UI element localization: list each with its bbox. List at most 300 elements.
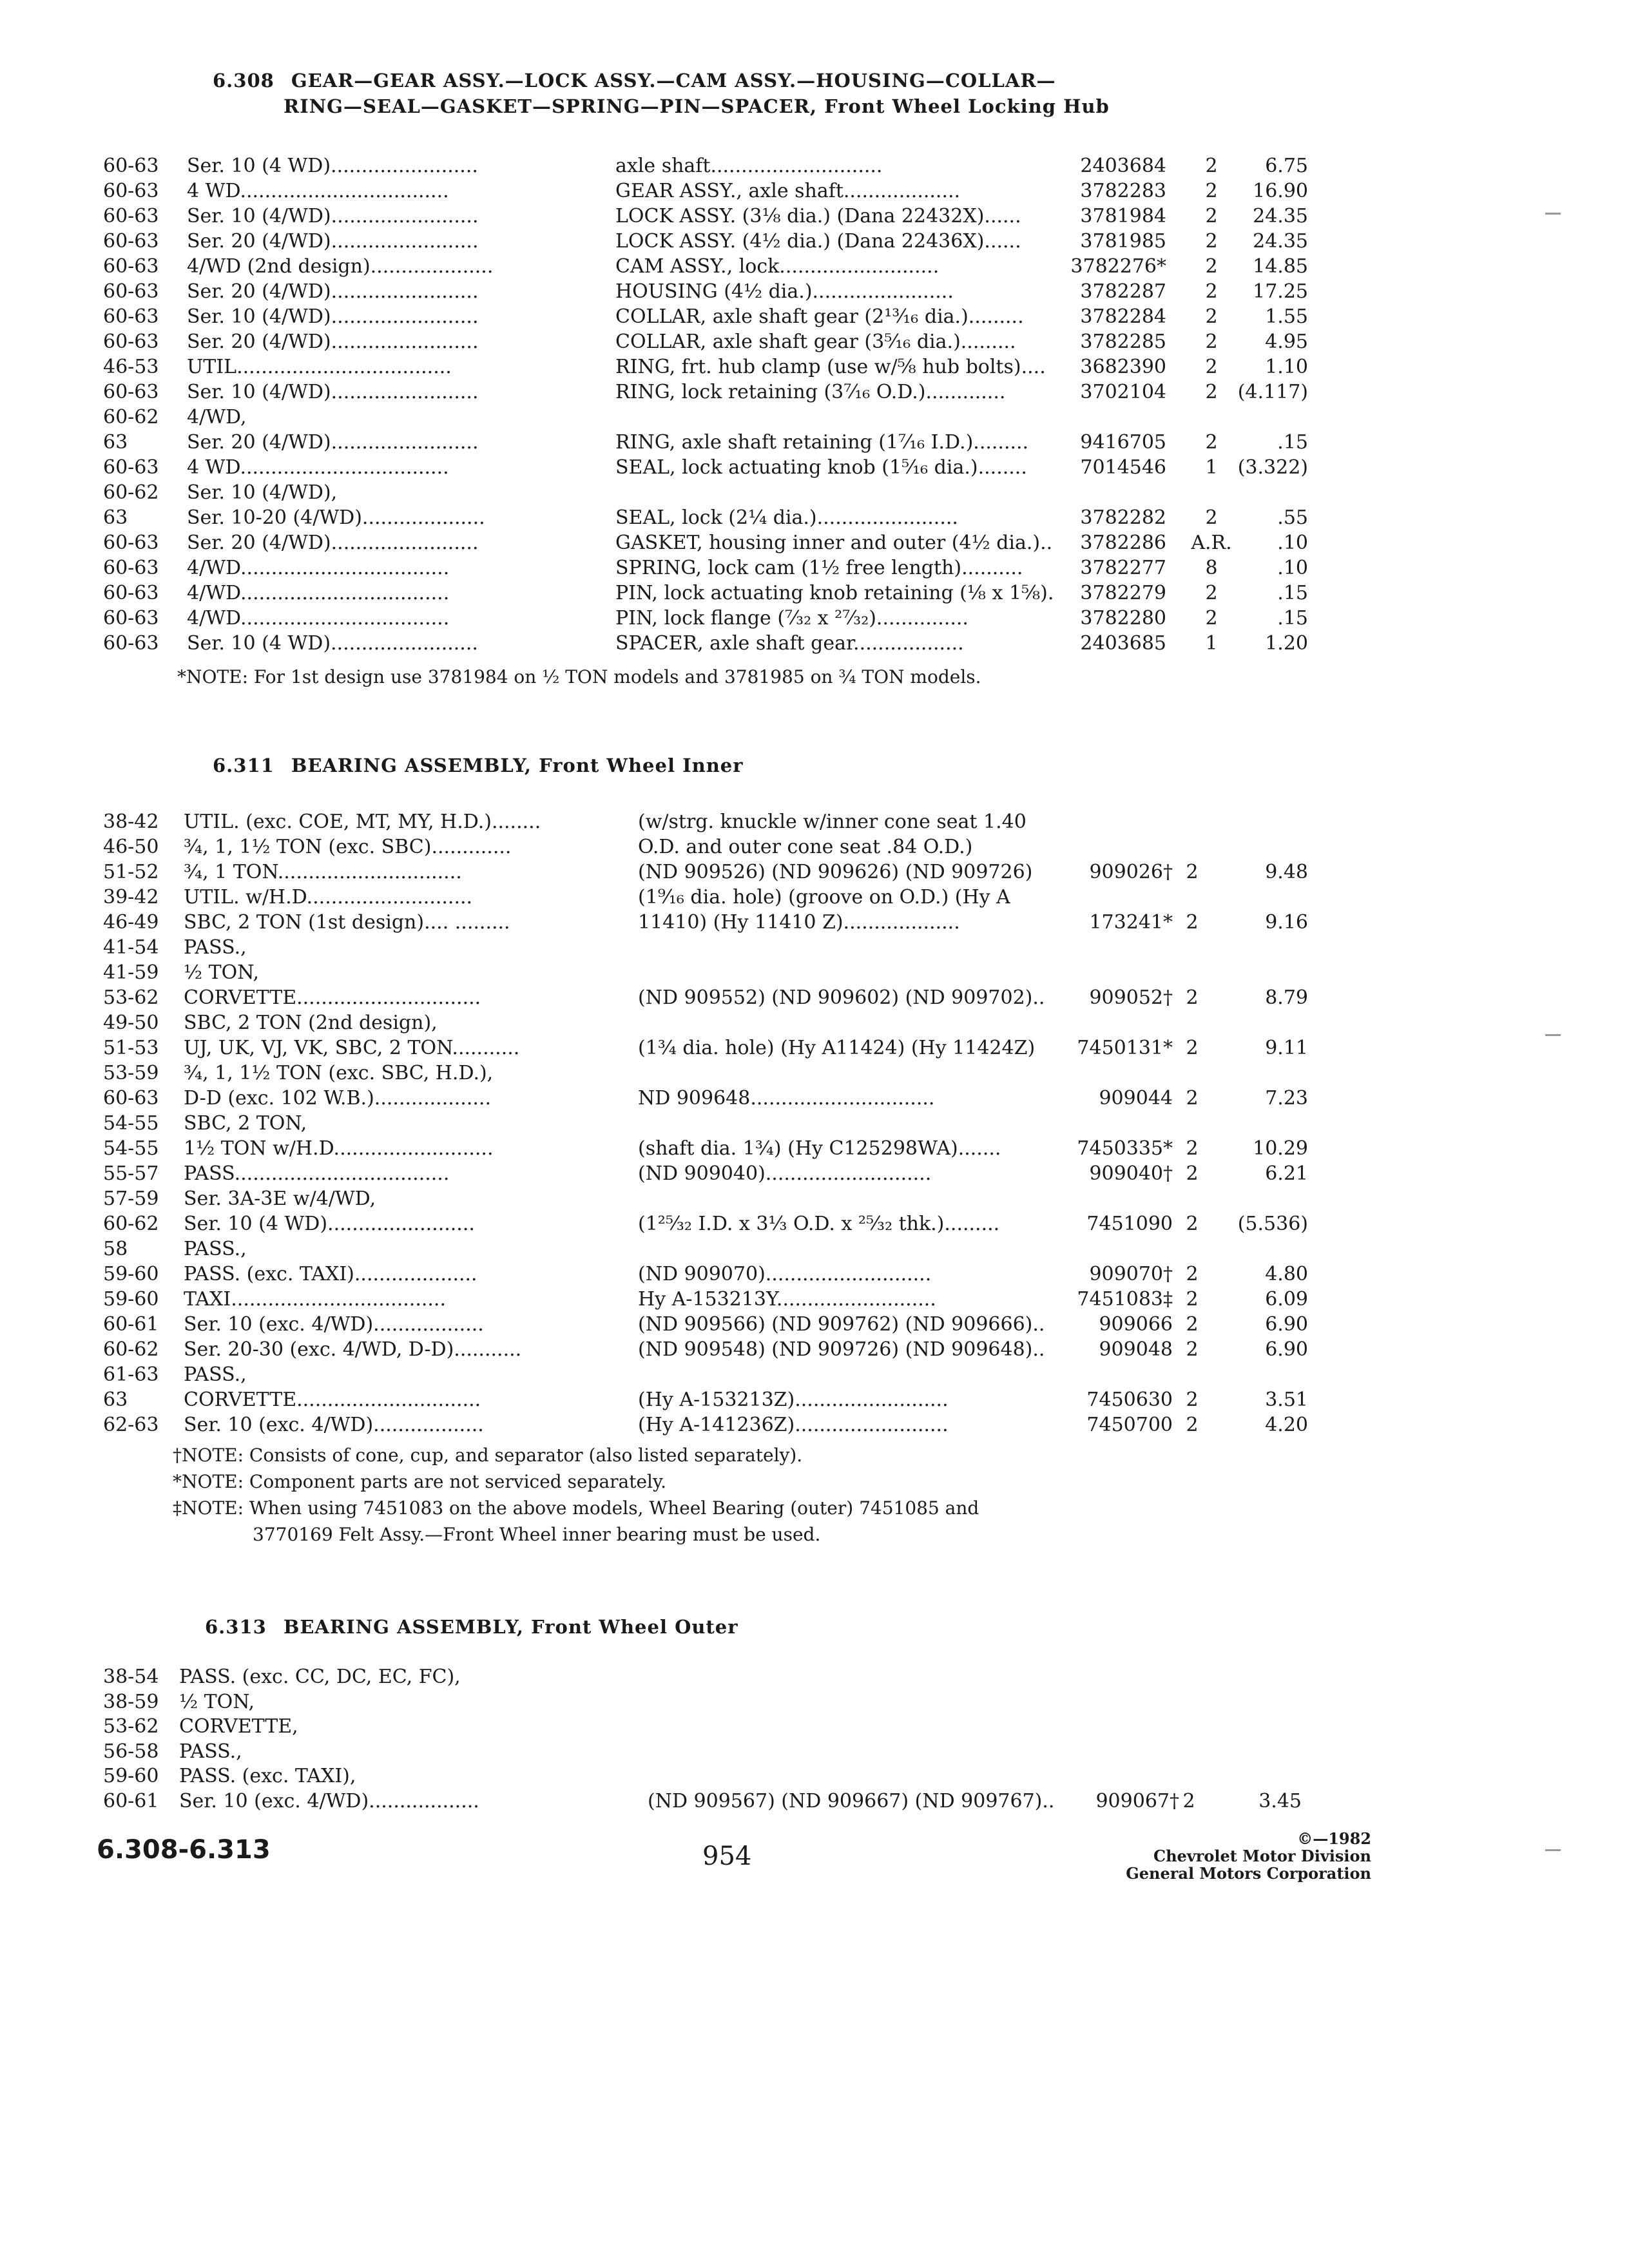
price-cell: 4.20 bbox=[1265, 1414, 1308, 1436]
model-cell: ½ TON, bbox=[179, 1691, 255, 1713]
part-number-cell: 7014546 bbox=[1080, 456, 1166, 479]
quantity-cell: 2 bbox=[1186, 1162, 1199, 1185]
quantity-cell: 2 bbox=[1205, 331, 1218, 353]
quantity-cell: 2 bbox=[1186, 1338, 1199, 1361]
year-range: 38-42 bbox=[103, 811, 159, 833]
description-cell: (ND 909548) (ND 909726) (ND 909648).. bbox=[638, 1338, 1045, 1361]
year-range: 60-63 bbox=[103, 557, 159, 579]
year-range: 63 bbox=[103, 1389, 128, 1411]
table-row bbox=[0, 961, 1629, 985]
part-number-cell: 3782282 bbox=[1080, 506, 1166, 529]
model-cell: SBC, 2 TON (2nd design), bbox=[184, 1012, 438, 1034]
year-range: 61-63 bbox=[103, 1363, 159, 1386]
model-cell: 1½ TON w/H.D.......................... bbox=[184, 1137, 494, 1160]
table-row bbox=[0, 1389, 1629, 1412]
part-number-cell: 7450630 bbox=[1086, 1389, 1173, 1411]
table-row bbox=[0, 180, 1629, 203]
part-number-cell: 3781985 bbox=[1080, 230, 1166, 253]
model-cell: Ser. 10 (4 WD)........................ bbox=[184, 1213, 475, 1235]
description-cell: (ND 909040)........................... bbox=[638, 1162, 932, 1185]
table-row bbox=[0, 1338, 1629, 1361]
table-row bbox=[0, 1414, 1629, 1437]
table-row bbox=[0, 406, 1629, 429]
model-cell: Ser. 10 (4/WD)........................ bbox=[187, 381, 479, 403]
table-row bbox=[0, 1137, 1629, 1160]
price-cell: 9.16 bbox=[1265, 911, 1308, 934]
table-row bbox=[0, 381, 1629, 404]
copyright-line: General Motors Corporation bbox=[1126, 1864, 1371, 1883]
model-cell: 4 WD.................................. bbox=[187, 456, 449, 479]
model-cell: PASS................................... bbox=[184, 1162, 450, 1185]
section-number: 6.313 bbox=[205, 1616, 267, 1638]
model-cell: PASS. (exc. TAXI).................... bbox=[184, 1263, 477, 1285]
model-cell: 4/WD.................................. bbox=[187, 607, 450, 629]
part-number-cell: 909048 bbox=[1099, 1338, 1173, 1361]
year-range: 60-63 bbox=[103, 180, 159, 202]
model-cell: UTIL. w/H.D........................... bbox=[184, 886, 473, 908]
year-range: 56-58 bbox=[103, 1740, 159, 1763]
model-cell: SBC, 2 TON (1st design).... ......... bbox=[184, 911, 510, 934]
part-number-cell: 909044 bbox=[1099, 1087, 1173, 1110]
year-range: 51-53 bbox=[103, 1037, 159, 1059]
year-range: 60-63 bbox=[103, 582, 159, 604]
scan-mark bbox=[1545, 1034, 1561, 1036]
section-title-line-2: RING—SEAL—GASKET—SPRING—PIN—SPACER, Front Wheel Locking Hub bbox=[284, 95, 1110, 117]
price-cell: 4.95 bbox=[1265, 331, 1308, 353]
model-cell: Ser. 10 (4 WD)........................ bbox=[187, 155, 478, 177]
price-cell: (3.322) bbox=[1237, 456, 1308, 479]
model-cell: Ser. 20 (4/WD)........................ bbox=[187, 331, 479, 353]
model-cell: UTIL................................... bbox=[187, 356, 452, 378]
year-range: 46-49 bbox=[103, 911, 159, 934]
description-cell: (ND 909566) (ND 909762) (ND 909666).. bbox=[638, 1313, 1045, 1336]
description-cell: HOUSING (4½ dia.)....................... bbox=[615, 280, 954, 303]
quantity-cell: 2 bbox=[1205, 305, 1218, 328]
part-number-cell: 2403685 bbox=[1080, 632, 1166, 655]
model-cell: 4/WD.................................. bbox=[187, 582, 450, 604]
table-row bbox=[0, 1288, 1629, 1311]
section-title-6-313 bbox=[205, 1614, 738, 1640]
model-cell: 4/WD.................................. bbox=[187, 557, 450, 579]
model-cell: Ser. 20-30 (exc. 4/WD, D-D)........... bbox=[184, 1338, 522, 1361]
description-cell: LOCK ASSY. (3⅛ dia.) (Dana 22432X)...... bbox=[615, 205, 1021, 227]
price-cell: 6.21 bbox=[1265, 1162, 1308, 1185]
description-cell: COLLAR, axle shaft gear (2¹³⁄₁₆ dia.)......... bbox=[615, 305, 1024, 328]
year-range: 60-63 bbox=[103, 305, 159, 328]
table-row bbox=[0, 1162, 1629, 1186]
quantity-cell: 2 bbox=[1186, 1263, 1199, 1285]
scan-mark bbox=[1545, 213, 1561, 215]
year-range: 38-54 bbox=[103, 1666, 159, 1688]
table-row bbox=[0, 331, 1629, 354]
model-cell: UTIL. (exc. COE, MT, MY, H.D.)........ bbox=[184, 811, 541, 833]
year-range: 53-62 bbox=[103, 1715, 159, 1738]
part-number-cell: 3682390 bbox=[1080, 356, 1166, 378]
price-cell: .15 bbox=[1277, 582, 1308, 604]
year-range: 63 bbox=[103, 506, 128, 529]
year-range: 60-63 bbox=[103, 280, 159, 303]
quantity-cell: 2 bbox=[1205, 255, 1218, 278]
part-number-cell: 3782277 bbox=[1080, 557, 1166, 579]
part-number-cell: 7450700 bbox=[1086, 1414, 1173, 1436]
description-cell: PIN, lock actuating knob retaining (⅛ x 1⅝). bbox=[615, 582, 1054, 604]
year-range: 59-60 bbox=[103, 1288, 159, 1311]
price-cell: 17.25 bbox=[1253, 280, 1308, 303]
scan-mark bbox=[1545, 1849, 1561, 1851]
year-range: 46-50 bbox=[103, 836, 159, 858]
table-row bbox=[0, 356, 1629, 379]
price-cell: .15 bbox=[1277, 607, 1308, 629]
model-cell: TAXI................................... bbox=[184, 1288, 447, 1311]
year-range: 60-63 bbox=[103, 632, 159, 655]
price-cell: 6.90 bbox=[1265, 1313, 1308, 1336]
model-cell: CORVETTE.............................. bbox=[184, 986, 481, 1009]
model-cell: Ser. 10 (4/WD)........................ bbox=[187, 305, 479, 328]
table-row bbox=[0, 836, 1629, 859]
price-cell: (5.536) bbox=[1237, 1213, 1308, 1235]
description-cell: CAM ASSY., lock.......................... bbox=[615, 255, 940, 278]
model-cell: ¾, 1, 1½ TON (exc. SBC)............. bbox=[184, 836, 512, 858]
table-row bbox=[0, 255, 1629, 278]
part-number-cell: 2403684 bbox=[1080, 155, 1166, 177]
year-range: 60-63 bbox=[103, 607, 159, 629]
table-row bbox=[0, 305, 1629, 329]
table-row bbox=[0, 986, 1629, 1010]
description-cell: SEAL, lock actuating knob (1⁵⁄₁₆ dia.)........ bbox=[615, 456, 1027, 479]
description-cell: SPACER, axle shaft gear.................. bbox=[615, 632, 964, 655]
year-range: 59-60 bbox=[103, 1765, 159, 1787]
table-row bbox=[0, 1263, 1629, 1286]
description-cell: GEAR ASSY., axle shaft................... bbox=[615, 180, 961, 202]
quantity-cell: 2 bbox=[1205, 155, 1218, 177]
table-row bbox=[0, 1691, 1629, 1714]
quantity-cell: 2 bbox=[1186, 1213, 1199, 1235]
quantity-cell: 2 bbox=[1182, 1790, 1195, 1812]
model-cell: PASS. (exc. CC, DC, EC, FC), bbox=[179, 1666, 461, 1688]
price-cell: 24.35 bbox=[1253, 205, 1308, 227]
table-row bbox=[0, 1087, 1629, 1110]
model-cell: ½ TON, bbox=[184, 961, 260, 984]
price-cell: (4.117) bbox=[1237, 381, 1308, 403]
part-number-cell: 7450335* bbox=[1077, 1137, 1173, 1160]
price-cell: 10.29 bbox=[1253, 1137, 1308, 1160]
price-cell: .10 bbox=[1277, 557, 1308, 579]
year-range: 46-53 bbox=[103, 356, 159, 378]
year-range: 60-62 bbox=[103, 481, 159, 504]
year-range: 63 bbox=[103, 431, 128, 454]
year-range: 60-63 bbox=[103, 255, 159, 278]
copyright-block bbox=[1126, 1830, 1371, 1882]
year-range: 41-59 bbox=[103, 961, 159, 984]
table-row bbox=[0, 431, 1629, 454]
part-number-cell: 3782287 bbox=[1080, 280, 1166, 303]
section-range: 6.308-6.313 bbox=[97, 1835, 271, 1865]
description-cell: SPRING, lock cam (1½ free length).......... bbox=[615, 557, 1023, 579]
part-number-cell: 3782276* bbox=[1070, 255, 1166, 278]
model-cell: Ser. 20 (4/WD)........................ bbox=[187, 532, 479, 554]
quantity-cell: 2 bbox=[1186, 1389, 1199, 1411]
year-range: 53-59 bbox=[103, 1062, 159, 1084]
table-row bbox=[0, 911, 1629, 934]
price-cell: .55 bbox=[1277, 506, 1308, 529]
model-cell: 4/WD (2nd design).................... bbox=[187, 255, 494, 278]
quantity-cell: 2 bbox=[1186, 1288, 1199, 1311]
table-row bbox=[0, 1765, 1629, 1788]
section-title-line-1: GEAR—GEAR ASSY.—LOCK ASSY.—CAM ASSY.—HOUSING—COLLAR— bbox=[291, 70, 1056, 91]
price-cell: 1.55 bbox=[1265, 305, 1308, 328]
table-row bbox=[0, 1363, 1629, 1387]
description-cell: 11410) (Hy 11410 Z)................... bbox=[638, 911, 960, 934]
year-range: 60-61 bbox=[103, 1313, 159, 1336]
price-cell: 3.51 bbox=[1265, 1389, 1308, 1411]
description-cell: axle shaft............................ bbox=[615, 155, 883, 177]
table-row bbox=[0, 532, 1629, 555]
table-row bbox=[0, 456, 1629, 479]
footnote: ‡NOTE: When using 7451083 on the above models, Wheel Bearing (outer) 7451085 and bbox=[173, 1497, 979, 1519]
part-number-cell: 909070† bbox=[1089, 1263, 1173, 1285]
year-range: 51-52 bbox=[103, 861, 159, 883]
table-row bbox=[0, 230, 1629, 253]
part-number-cell: 909066 bbox=[1099, 1313, 1173, 1336]
price-cell: .10 bbox=[1277, 532, 1308, 554]
year-range: 60-62 bbox=[103, 1338, 159, 1361]
table-row bbox=[0, 607, 1629, 630]
quantity-cell: 2 bbox=[1186, 911, 1199, 934]
price-cell: 1.10 bbox=[1265, 356, 1308, 378]
description-cell: SEAL, lock (2¼ dia.)....................... bbox=[615, 506, 958, 529]
year-range: 60-63 bbox=[103, 381, 159, 403]
quantity-cell: 1 bbox=[1205, 632, 1218, 655]
part-number-cell: 3782279 bbox=[1080, 582, 1166, 604]
description-cell: O.D. and outer cone seat .84 O.D.) bbox=[638, 836, 973, 858]
model-cell: Ser. 10 (4 WD)........................ bbox=[187, 632, 478, 655]
price-cell: 16.90 bbox=[1253, 180, 1308, 202]
page-number: 954 bbox=[702, 1841, 752, 1871]
part-number-cell: 3782283 bbox=[1080, 180, 1166, 202]
year-range: 60-63 bbox=[103, 532, 159, 554]
quantity-cell: 2 bbox=[1205, 431, 1218, 454]
model-cell: PASS., bbox=[179, 1740, 242, 1763]
model-cell: Ser. 20 (4/WD)........................ bbox=[187, 431, 479, 454]
price-cell: 24.35 bbox=[1253, 230, 1308, 253]
year-range: 60-62 bbox=[103, 406, 159, 428]
table-row bbox=[0, 1740, 1629, 1763]
part-number-cell: 3782286 bbox=[1080, 532, 1166, 554]
copyright-line: ©—1982 bbox=[1297, 1829, 1371, 1848]
footnote: *NOTE: For 1st design use 3781984 on ½ TON models and 3781985 on ¾ TON models. bbox=[177, 666, 981, 687]
description-cell: ND 909648.............................. bbox=[638, 1087, 935, 1110]
model-cell: Ser. 10 (exc. 4/WD).................. bbox=[184, 1313, 484, 1336]
quantity-cell: 2 bbox=[1205, 582, 1218, 604]
table-row bbox=[0, 1790, 1629, 1813]
quantity-cell: 2 bbox=[1205, 230, 1218, 253]
section-title-6-311 bbox=[213, 753, 744, 778]
year-range: 60-63 bbox=[103, 230, 159, 253]
part-number-cell: 173241* bbox=[1089, 911, 1173, 934]
model-cell: Ser. 3A-3E w/4/WD, bbox=[184, 1187, 376, 1210]
table-row bbox=[0, 1037, 1629, 1060]
year-range: 62-63 bbox=[103, 1414, 159, 1436]
year-range: 54-55 bbox=[103, 1137, 159, 1160]
model-cell: Ser. 10 (exc. 4/WD).................. bbox=[179, 1790, 479, 1812]
part-number-cell: 7450131* bbox=[1077, 1037, 1173, 1059]
table-row bbox=[0, 861, 1629, 884]
quantity-cell: 2 bbox=[1205, 607, 1218, 629]
table-row bbox=[0, 582, 1629, 605]
model-cell: CORVETTE.............................. bbox=[184, 1389, 481, 1411]
price-cell: 6.90 bbox=[1265, 1338, 1308, 1361]
price-cell: 9.11 bbox=[1265, 1037, 1308, 1059]
year-range: 38-59 bbox=[103, 1691, 159, 1713]
table-row bbox=[0, 1715, 1629, 1738]
quantity-cell: 8 bbox=[1205, 557, 1218, 579]
model-cell: ¾, 1 TON.............................. bbox=[184, 861, 462, 883]
price-cell: 3.45 bbox=[1258, 1790, 1302, 1812]
part-number-cell: 3781984 bbox=[1080, 205, 1166, 227]
price-cell: 6.75 bbox=[1265, 155, 1308, 177]
description-cell: LOCK ASSY. (4½ dia.) (Dana 22436X)...... bbox=[615, 230, 1021, 253]
description-cell: RING, lock retaining (3⁷⁄₁₆ O.D.)............. bbox=[615, 381, 1006, 403]
table-row bbox=[0, 205, 1629, 228]
model-cell: SBC, 2 TON, bbox=[184, 1112, 307, 1135]
model-cell: Ser. 20 (4/WD)........................ bbox=[187, 280, 479, 303]
model-cell: D-D (exc. 102 W.B.)................... bbox=[184, 1087, 491, 1110]
year-range: 55-57 bbox=[103, 1162, 159, 1185]
table-row bbox=[0, 1213, 1629, 1236]
description-cell: (Hy A-141236Z)......................... bbox=[638, 1414, 949, 1436]
model-cell: Ser. 10 (4/WD)........................ bbox=[187, 205, 479, 227]
table-row bbox=[0, 1313, 1629, 1336]
part-number-cell: 909052† bbox=[1089, 986, 1173, 1009]
year-range: 49-50 bbox=[103, 1012, 159, 1034]
section-title-line-1: BEARING ASSEMBLY, Front Wheel Inner bbox=[291, 754, 744, 776]
description-cell: (ND 909070)........................... bbox=[638, 1263, 932, 1285]
section-title-line-1: BEARING ASSEMBLY, Front Wheel Outer bbox=[283, 1616, 738, 1638]
part-number-cell: 909067† bbox=[1095, 1790, 1179, 1812]
quantity-cell: 2 bbox=[1186, 1414, 1199, 1436]
year-range: 60-63 bbox=[103, 456, 159, 479]
description-cell: COLLAR, axle shaft gear (3⁵⁄₁₆ dia.)......... bbox=[615, 331, 1016, 353]
part-number-cell: 909040† bbox=[1089, 1162, 1173, 1185]
model-cell: Ser. 20 (4/WD)........................ bbox=[187, 230, 479, 253]
model-cell: UJ, UK, VJ, VK, SBC, 2 TON........... bbox=[184, 1037, 520, 1059]
part-number-cell: 909026† bbox=[1089, 861, 1173, 883]
description-cell: RING, frt. hub clamp (use w/⅝ hub bolts).... bbox=[615, 356, 1046, 378]
year-range: 60-63 bbox=[103, 1087, 159, 1110]
description-cell: (Hy A-153213Z)......................... bbox=[638, 1389, 949, 1411]
quantity-cell: 2 bbox=[1205, 280, 1218, 303]
quantity-cell: 2 bbox=[1205, 506, 1218, 529]
table-row bbox=[0, 886, 1629, 909]
description-cell: (w/strg. knuckle w/inner cone seat 1.40 bbox=[638, 811, 1027, 833]
quantity-cell: A.R. bbox=[1191, 532, 1232, 554]
section-number: 6.308 bbox=[213, 70, 275, 91]
quantity-cell: 2 bbox=[1205, 180, 1218, 202]
description-cell: Hy A-153213Y.......................... bbox=[638, 1288, 936, 1311]
part-number-cell: 9416705 bbox=[1080, 431, 1166, 454]
model-cell: PASS., bbox=[184, 1363, 247, 1386]
part-number-cell: 7451090 bbox=[1086, 1213, 1173, 1235]
price-cell: .15 bbox=[1277, 431, 1308, 454]
year-range: 53-62 bbox=[103, 986, 159, 1009]
year-range: 58 bbox=[103, 1238, 128, 1260]
price-cell: 6.09 bbox=[1265, 1288, 1308, 1311]
table-row bbox=[0, 632, 1629, 655]
quantity-cell: 2 bbox=[1205, 205, 1218, 227]
part-number-cell: 3782284 bbox=[1080, 305, 1166, 328]
table-row bbox=[0, 811, 1629, 834]
model-cell: Ser. 10 (exc. 4/WD).................. bbox=[184, 1414, 484, 1436]
section-title-6-308 bbox=[213, 68, 1110, 119]
year-range: 57-59 bbox=[103, 1187, 159, 1210]
model-cell: Ser. 10-20 (4/WD).................... bbox=[187, 506, 485, 529]
description-cell: (ND 909552) (ND 909602) (ND 909702).. bbox=[638, 986, 1045, 1009]
table-row bbox=[0, 936, 1629, 959]
model-cell: PASS. (exc. TAXI), bbox=[179, 1765, 356, 1787]
model-cell: ¾, 1, 1½ TON (exc. SBC, H.D.), bbox=[184, 1062, 494, 1084]
table-row bbox=[0, 1238, 1629, 1261]
section-number: 6.311 bbox=[213, 754, 275, 776]
description-cell: RING, axle shaft retaining (1⁷⁄₁₆ I.D.)......... bbox=[615, 431, 1029, 454]
table-row bbox=[0, 1112, 1629, 1135]
model-cell: PASS., bbox=[184, 936, 247, 959]
description-cell: (1¾ dia. hole) (Hy A11424) (Hy 11424Z) bbox=[638, 1037, 1036, 1059]
model-cell: PASS., bbox=[184, 1238, 247, 1260]
quantity-cell: 2 bbox=[1186, 1037, 1199, 1059]
quantity-cell: 2 bbox=[1186, 986, 1199, 1009]
part-number-cell: 3782285 bbox=[1080, 331, 1166, 353]
description-cell: (shaft dia. 1¾) (Hy C125298WA)....... bbox=[638, 1137, 1001, 1160]
model-cell: Ser. 10 (4/WD), bbox=[187, 481, 338, 504]
year-range: 60-63 bbox=[103, 205, 159, 227]
part-number-cell: 7451083‡ bbox=[1077, 1288, 1173, 1311]
description-cell: PIN, lock flange (⁷⁄₃₂ x ²⁷⁄₃₂)............... bbox=[615, 607, 969, 629]
table-row bbox=[0, 280, 1629, 303]
quantity-cell: 1 bbox=[1205, 456, 1218, 479]
year-range: 39-42 bbox=[103, 886, 159, 908]
part-number-cell: 3782280 bbox=[1080, 607, 1166, 629]
copyright-line: Chevrolet Motor Division bbox=[1153, 1847, 1371, 1865]
table-row bbox=[0, 1666, 1629, 1689]
table-row bbox=[0, 1012, 1629, 1035]
quantity-cell: 2 bbox=[1186, 1313, 1199, 1336]
price-cell: 1.20 bbox=[1265, 632, 1308, 655]
quantity-cell: 2 bbox=[1186, 1137, 1199, 1160]
model-cell: CORVETTE, bbox=[179, 1715, 298, 1738]
quantity-cell: 2 bbox=[1186, 861, 1199, 883]
footnote: †NOTE: Consists of cone, cup, and separator (also listed separately). bbox=[173, 1445, 803, 1466]
price-cell: 9.48 bbox=[1265, 861, 1308, 883]
quantity-cell: 2 bbox=[1186, 1087, 1199, 1110]
year-range: 60-61 bbox=[103, 1790, 159, 1812]
description-cell: (ND 909567) (ND 909667) (ND 909767).. bbox=[648, 1790, 1055, 1812]
price-cell: 4.80 bbox=[1265, 1263, 1308, 1285]
description-cell: (1²⁵⁄₃₂ I.D. x 3⅓ O.D. x ²⁵⁄₃₂ thk.)......... bbox=[638, 1213, 1000, 1235]
footnote: 3770169 Felt Assy.—Front Wheel inner bearing must be used. bbox=[253, 1524, 821, 1545]
model-cell: 4/WD, bbox=[187, 406, 247, 428]
table-row bbox=[0, 1062, 1629, 1085]
year-range: 41-54 bbox=[103, 936, 159, 959]
year-range: 54-55 bbox=[103, 1112, 159, 1135]
year-range: 59-60 bbox=[103, 1263, 159, 1285]
table-row bbox=[0, 481, 1629, 505]
year-range: 60-63 bbox=[103, 155, 159, 177]
price-cell: 7.23 bbox=[1265, 1087, 1308, 1110]
year-range: 60-63 bbox=[103, 331, 159, 353]
table-row bbox=[0, 1187, 1629, 1211]
year-range: 60-62 bbox=[103, 1213, 159, 1235]
footnote: *NOTE: Component parts are not serviced separately. bbox=[173, 1471, 667, 1492]
